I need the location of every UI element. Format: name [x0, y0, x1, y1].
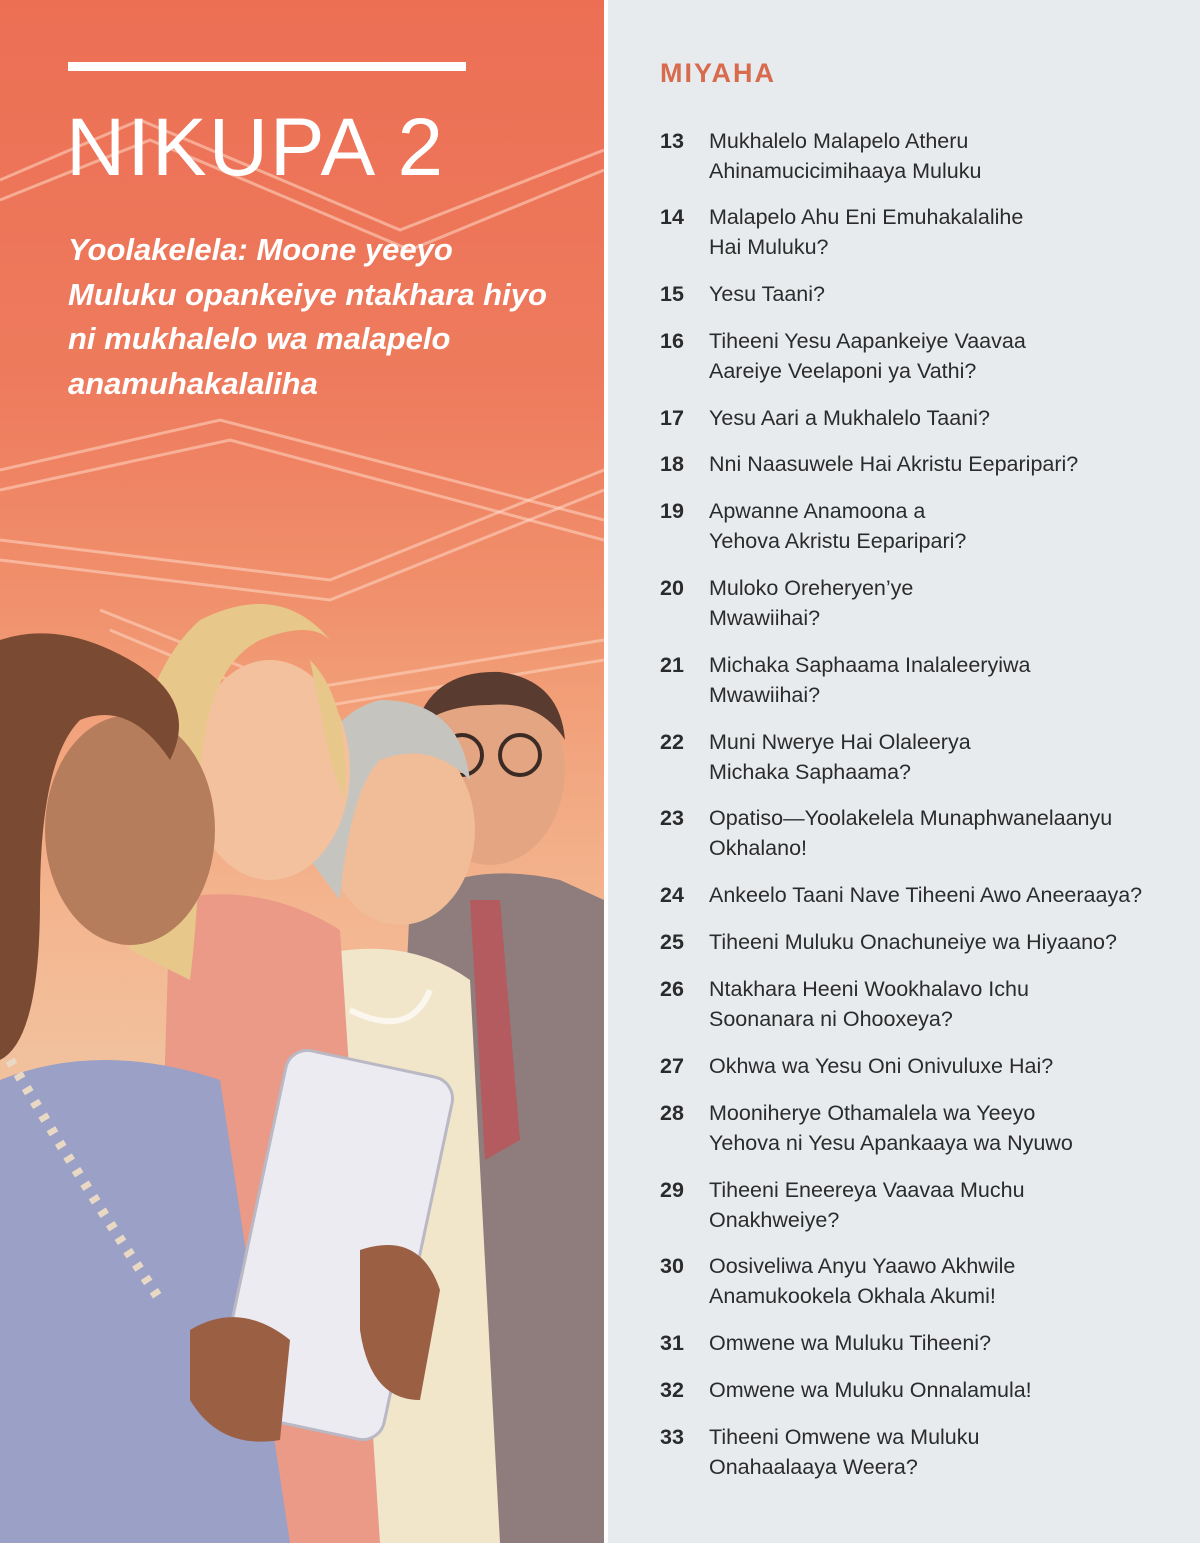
lesson-title: Muloko Oreheryen’ye Mwawiihai? — [709, 576, 914, 630]
lesson-title: Nni Naasuwele Hai Akristu Eeparipari? — [709, 452, 1079, 476]
lesson-number: 13 — [660, 129, 684, 153]
lesson-number: 33 — [660, 1425, 684, 1449]
lesson-number: 28 — [660, 1101, 684, 1125]
lesson-title: Ankeelo Taani Nave Tiheeni Awo Aneeraaya? — [709, 883, 1143, 907]
lesson-title: Tiheeni Yesu Aapankeiye Vaavaa Aareiye Veelaponi ya Vathi? — [709, 329, 1026, 383]
lesson-title: Tiheeni Eneereya Vaavaa Muchu Onakhweiye? — [709, 1178, 1025, 1232]
contents-heading: MIYAHA — [660, 58, 777, 88]
lesson-number: 19 — [660, 499, 684, 523]
lesson-title: Omwene wa Muluku Onnalamula! — [709, 1378, 1032, 1402]
lesson-number: 16 — [660, 329, 684, 353]
lesson-number: 24 — [660, 883, 684, 907]
lesson-number: 20 — [660, 576, 684, 600]
lesson-title: Michaka Saphaama Inalaleeryiwa Mwawiihai? — [709, 653, 1031, 707]
lesson-title: Mukhalelo Malapelo Atheru Ahinamucicimihaaya Muluku — [709, 129, 982, 183]
lesson-title: Oosiveliwa Anyu Yaawo Akhwile Anamukookela Okhala Akumi! — [709, 1254, 1016, 1308]
lesson-title: Ntakhara Heeni Wookhalavo Ichu Soonanara ni Ohooxeya? — [709, 977, 1029, 1031]
lesson-number: 15 — [660, 282, 684, 306]
lesson-number: 30 — [660, 1254, 684, 1278]
title-rule — [68, 62, 466, 71]
lesson-number: 29 — [660, 1178, 684, 1202]
lesson-title: Omwene wa Muluku Tiheeni? — [709, 1331, 992, 1355]
lesson-title: Malapelo Ahu Eni Emuhakalalihe Hai Muluku? — [709, 205, 1024, 259]
lesson-title: Muni Nwerye Hai Olaleerya Michaka Saphaama? — [709, 730, 971, 784]
lesson-title: Tiheeni Omwene wa Muluku Onahaalaaya Weera? — [709, 1425, 980, 1479]
lesson-title: Tiheeni Muluku Onachuneiye wa Hiyaano? — [709, 930, 1117, 954]
lesson-number: 14 — [660, 205, 684, 229]
lesson-number: 17 — [660, 406, 684, 430]
lesson-number: 26 — [660, 977, 684, 1001]
lesson-title: Mooniherye Othamalela wa Yeeyo Yehova ni Yesu Apankaaya wa Nyuwo — [709, 1101, 1073, 1155]
lesson-number: 18 — [660, 452, 684, 476]
lesson-number: 21 — [660, 653, 684, 677]
section-title: NIKUPA 2 — [66, 102, 446, 193]
lesson-title: Yesu Taani? — [709, 282, 825, 306]
lesson-title: Okhwa wa Yesu Oni Onivuluxe Hai? — [709, 1054, 1054, 1078]
contents-panel — [608, 0, 1200, 1543]
section-subtitle: Yoolakelela: Moone yeeyo Muluku opankeiye ntakhara hiyo ni mukhalelo wa malapelo anamuhakalaliha — [68, 232, 547, 401]
lesson-title: Opatiso—Yoolakelela Munaphwanelaanyu Okhalano! — [709, 806, 1113, 860]
lesson-number: 31 — [660, 1331, 684, 1355]
lesson-number: 23 — [660, 806, 684, 830]
lesson-number: 32 — [660, 1378, 684, 1402]
lesson-number: 27 — [660, 1054, 684, 1078]
lesson-title: Yesu Aari a Mukhalelo Taani? — [709, 406, 990, 430]
lesson-number: 25 — [660, 930, 684, 954]
lesson-number: 22 — [660, 730, 684, 754]
lesson-title: Apwanne Anamoona a Yehova Akristu Eeparipari? — [709, 499, 967, 553]
